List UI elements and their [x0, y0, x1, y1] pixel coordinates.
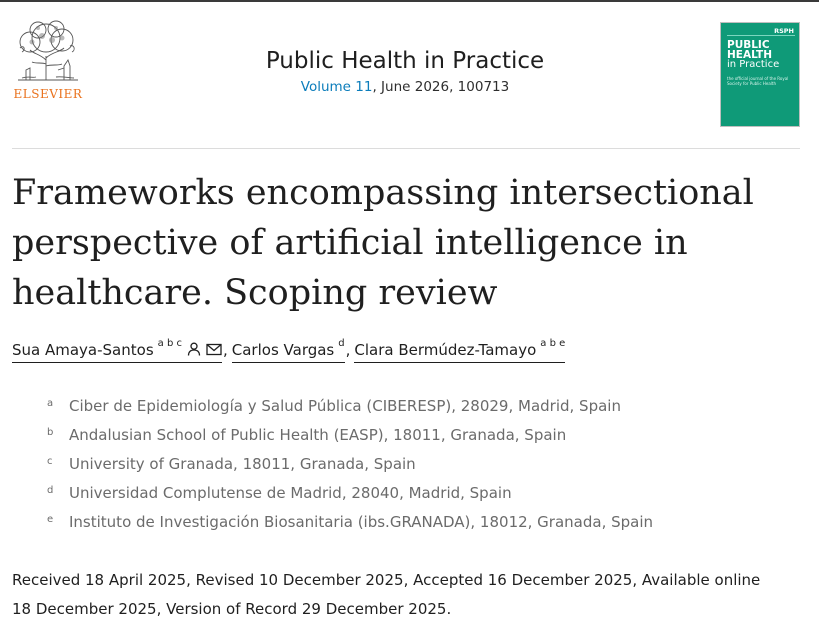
affiliation-item [47, 513, 653, 542]
journal-title[interactable]: Public Health in Practice [265, 48, 545, 74]
author-affiliation-marks: a b c [157, 338, 182, 349]
affiliation-letter: b [47, 427, 54, 438]
article-title-line2: perspective of artificial intelligence in [12, 223, 688, 263]
cover-title-line3: in Practice [727, 59, 780, 70]
affiliation-text: University of Granada, 18011, Granada, Spain [69, 455, 416, 473]
issue-details: , June 2026, 100713 [372, 79, 510, 95]
cover-title-line1: PUBLIC [727, 39, 770, 51]
mail-icon[interactable] [206, 342, 222, 360]
affiliation-letter: c [47, 456, 53, 467]
affiliation-text: Universidad Complutense de Madrid, 28040, Madrid, Spain [69, 484, 512, 502]
author-list [12, 338, 566, 367]
header-divider [12, 148, 800, 149]
author-separator: , [222, 341, 228, 359]
cover-brand: RSPH [774, 27, 794, 35]
journal-issue [180, 79, 630, 95]
publisher-name[interactable]: ELSEVIER [13, 87, 83, 101]
article-title-line1: Frameworks encompassing intersectional [12, 173, 754, 213]
journal-cover[interactable] [720, 22, 800, 127]
journal-header [180, 48, 630, 95]
affiliation-item [47, 426, 653, 455]
person-icon[interactable] [187, 342, 201, 360]
author-link[interactable] [354, 338, 566, 363]
top-rule [0, 0, 819, 2]
article-title [12, 168, 802, 318]
article-history-line1: Received 18 April 2025, Revised 10 December 2025, Accepted 16 December 2025, Available online [12, 571, 761, 589]
author-name: Sua Amaya-Santos [12, 341, 154, 359]
affiliation-item [47, 455, 653, 484]
affiliation-letter: e [47, 514, 54, 525]
author-name: Clara Bermúdez-Tamayo [354, 341, 537, 359]
article-title-line3: healthcare. Scoping review [12, 273, 498, 313]
affiliation-item [47, 484, 653, 513]
author-link[interactable] [231, 338, 345, 363]
cover-subtitle: the official journal of the Royal Society for Public Health [727, 76, 789, 86]
affiliation-text: Andalusian School of Public Health (EASP), 18011, Granada, Spain [69, 426, 567, 444]
cover-title-line2: HEALTH [727, 49, 772, 61]
author-affiliation-marks: a b e [540, 338, 566, 349]
affiliation-text: Ciber de Epidemiología y Salud Pública (CIBERESP), 28029, Madrid, Spain [69, 397, 621, 415]
affiliation-letter: d [47, 485, 54, 496]
volume-link[interactable]: Volume 11 [300, 79, 373, 95]
article-history-line2: 18 December 2025, Version of Record 29 December 2025. [12, 600, 452, 618]
author-name: Carlos Vargas [231, 341, 335, 359]
cover-divider [727, 35, 795, 36]
author-affiliation-marks: d [338, 338, 345, 349]
elsevier-tree-icon [12, 20, 84, 84]
affiliation-text: Instituto de Investigación Biosanitaria (ibs.GRANADA), 18012, Granada, Spain [69, 513, 654, 531]
affiliation-list [47, 397, 653, 542]
affiliation-item [47, 397, 653, 426]
author-link[interactable] [12, 338, 222, 363]
cover-title [727, 40, 797, 70]
affiliation-letter: a [47, 398, 54, 409]
article-history [12, 566, 802, 624]
author-separator: , [345, 341, 351, 359]
